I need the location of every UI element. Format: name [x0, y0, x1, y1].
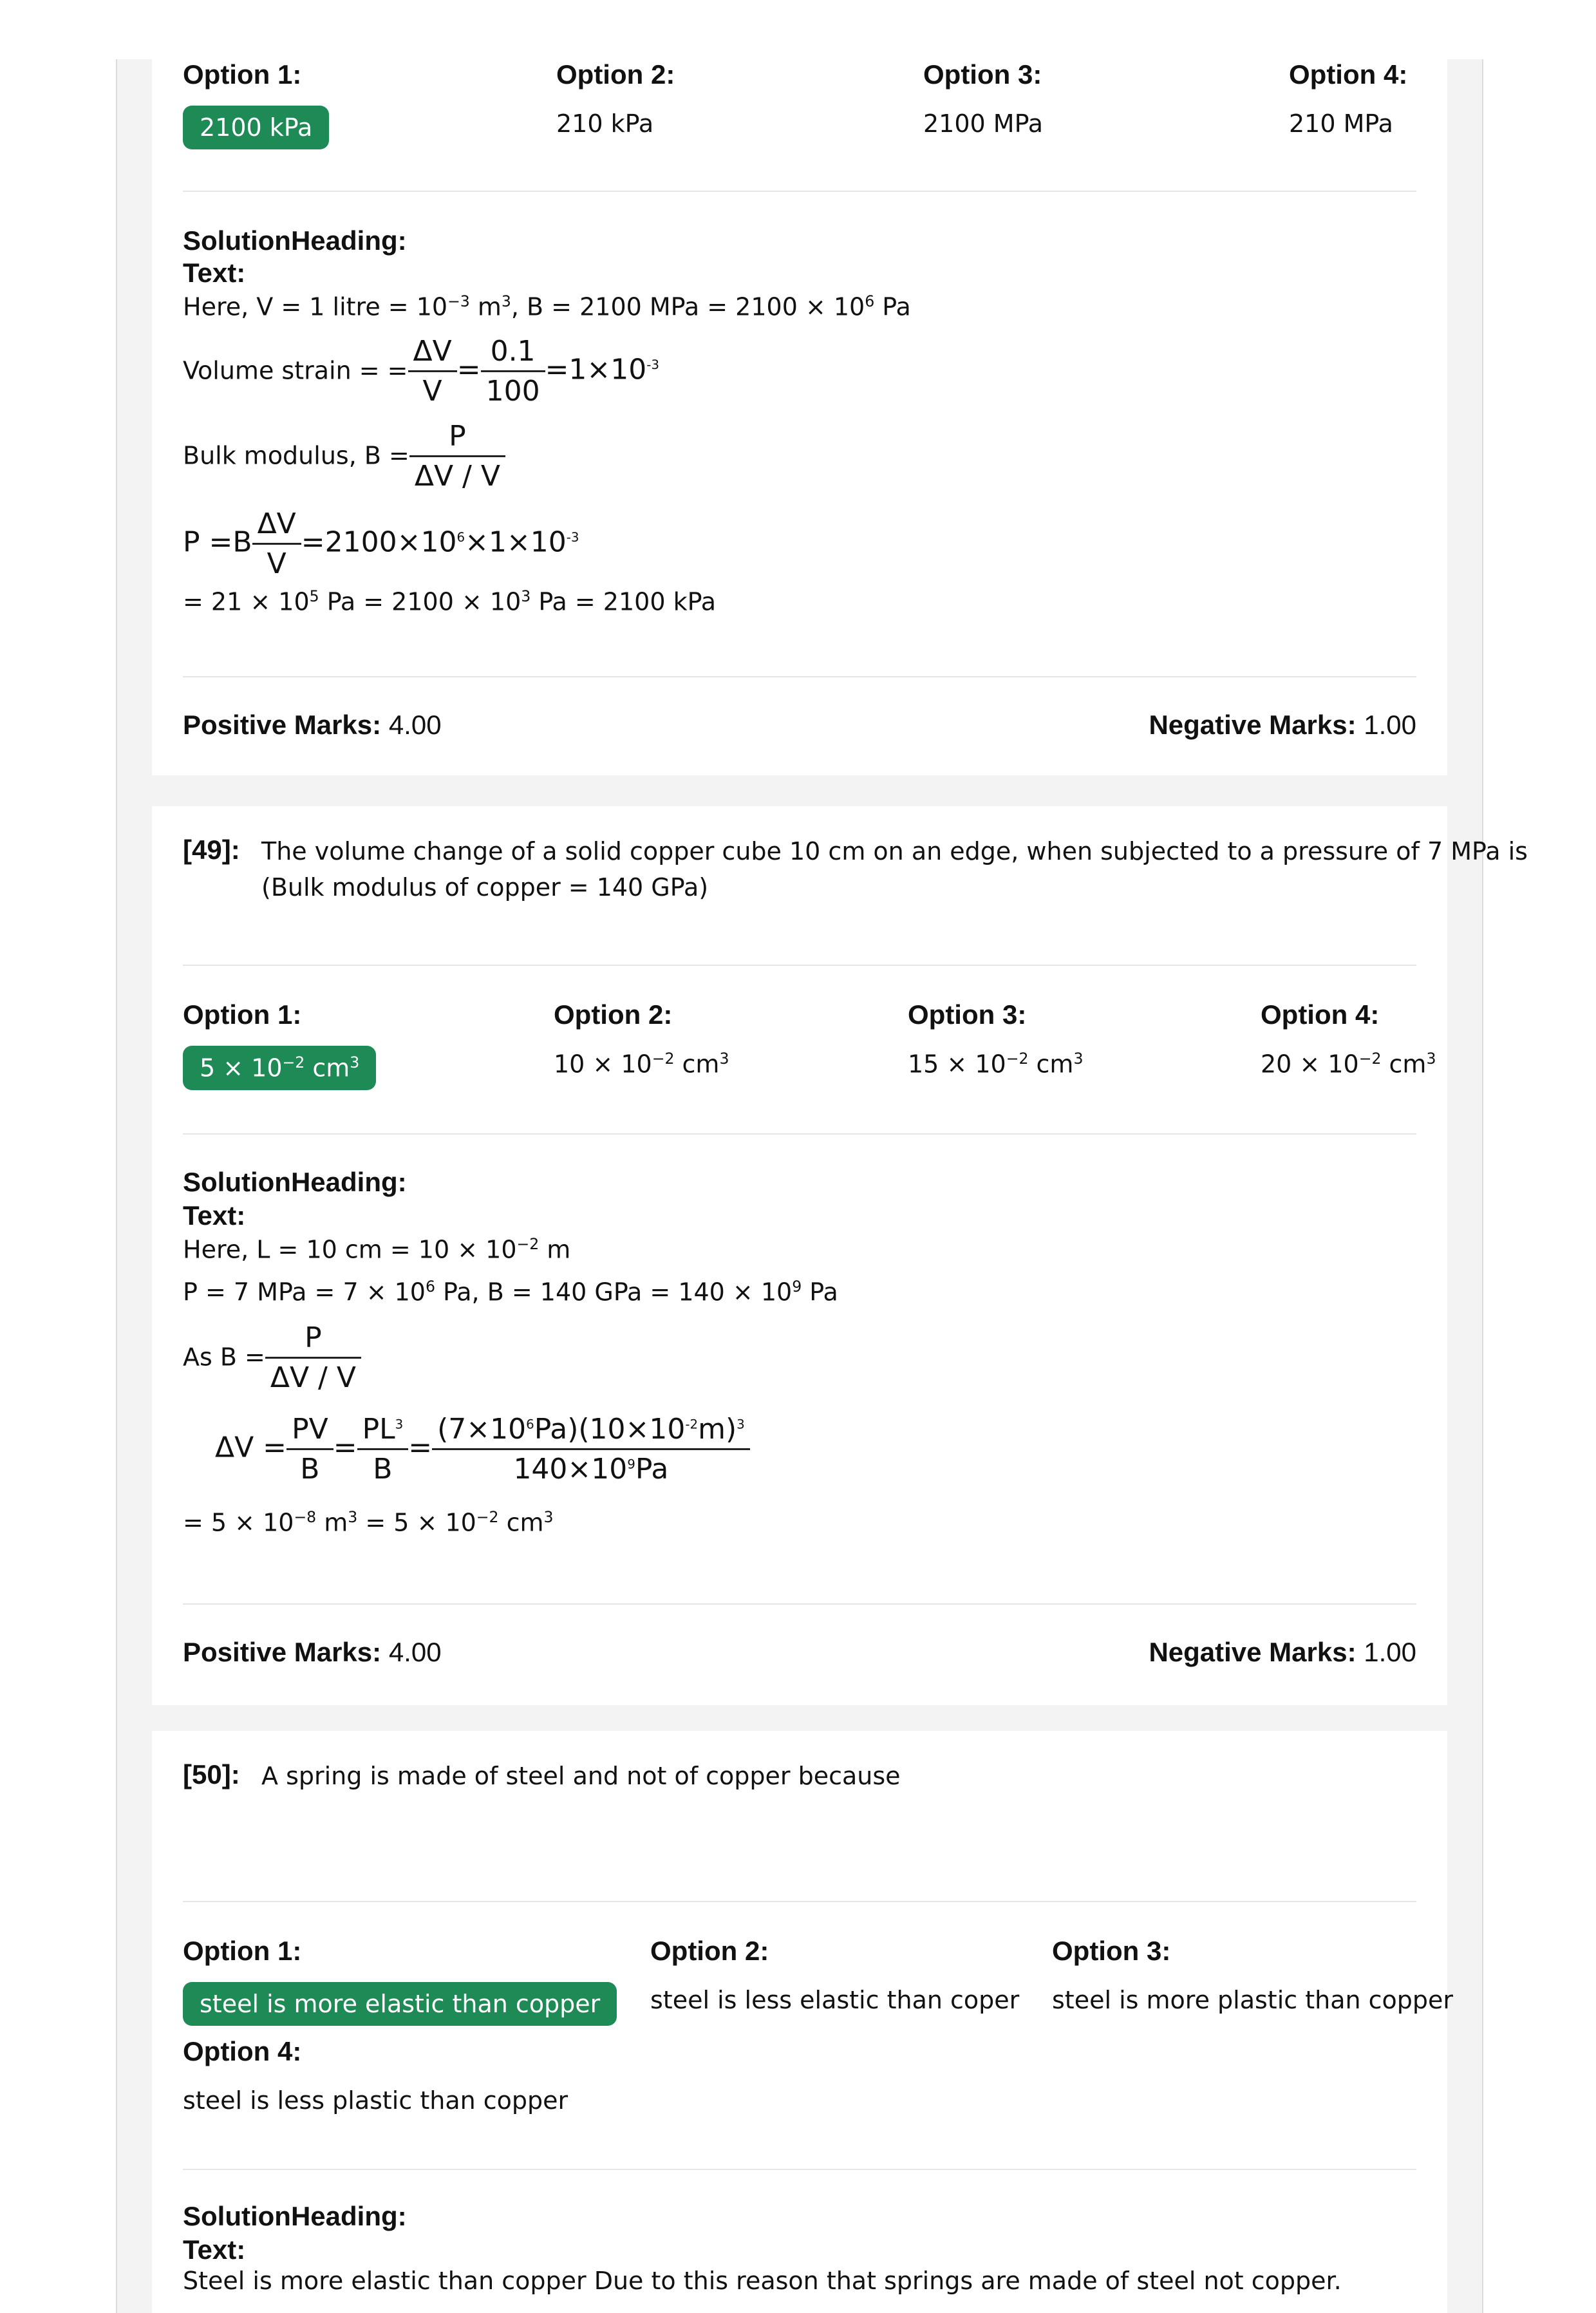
solution-heading: SolutionHeading:	[183, 2201, 407, 2231]
pressure-equation: P =B $\frac{\Delta V}{V}$ $=2100\times 10^6\times 1\times 10^{-3}$	[183, 507, 579, 580]
option-4-value: steel is less plastic than copper	[183, 2086, 568, 2115]
positive-marks: Positive Marks: 4.00	[183, 1637, 442, 1667]
bulk-modulus-equation: Bulk modulus, B = $\frac{P}{\Delta V / V}$	[183, 420, 505, 493]
negative-marks: Negative Marks: 1.00	[1149, 710, 1416, 740]
option-3-heading: Option 3:	[1052, 1936, 1171, 1966]
option-1-heading: Option 1:	[183, 59, 302, 90]
divider	[183, 1901, 1416, 1902]
option-3-value: steel is more plastic than copper	[1052, 1986, 1454, 2014]
option-2-heading: Option 2:	[556, 59, 675, 90]
solution-text-label: Text:	[183, 2234, 246, 2265]
page-sheet	[116, 59, 1528, 2313]
negative-marks: Negative Marks: 1.00	[1149, 1637, 1416, 1667]
question-card-50	[152, 1731, 1454, 2313]
divider	[183, 965, 1416, 966]
option-3-value: $15 \times 10^{-2}$ $cm^3$	[908, 1050, 1084, 1079]
correct-option-badge: steel is more elastic than copper	[183, 1982, 617, 2026]
positive-marks: Positive Marks: 4.00	[183, 710, 442, 740]
option-2-value: $10 \times 10^{-2}$ $cm^3$	[554, 1050, 729, 1079]
option-4-heading: Option 4:	[1261, 999, 1380, 1030]
option-2-value: steel is less elastic than coper	[650, 1986, 1020, 2014]
option-2-heading: Option 2:	[554, 999, 673, 1030]
option-4-heading: Option 4:	[183, 2036, 302, 2066]
divider	[183, 676, 1416, 677]
question-number: [50]:	[183, 1759, 240, 1789]
option-2-heading: Option 2:	[650, 1936, 769, 1966]
option-2-value: 210 kPa	[556, 109, 654, 138]
divider	[183, 1133, 1416, 1135]
volume-strain-equation: Volume strain = = $\frac{\Delta V}{V}$ = $\frac{0.1}{100}$ $=1\times 10^{-3}$	[183, 335, 660, 408]
solution-final-line: = $21 \times 10^5$ $Pa = 2100 \times 10^3$ Pa = 2100 kPa	[183, 587, 717, 616]
solution-final-line: = $5 \times 10^{-8}$ $m^3 = 5 \times 10^{-2}$ $cm^3$	[183, 1508, 554, 1537]
solution-heading: SolutionHeading:	[183, 1167, 407, 1197]
correct-option-badge: $5 \times 10^{-2}$ $cm^3$	[183, 1046, 376, 1090]
option-3-heading: Option 3:	[908, 999, 1027, 1030]
divider	[183, 191, 1416, 192]
question-line-1: The volume change of a solid copper cube 10 cm on an edge, when subjected to a pressure of 7 MPa is	[261, 837, 1528, 865]
question-text	[261, 833, 1528, 905]
option-3-value: 2100 MPa	[923, 109, 1044, 138]
solution-text-label: Text:	[183, 258, 246, 288]
option-1-heading: Option 1:	[183, 1936, 302, 1966]
option-4-value: $20 \times 10^{-2}$ $cm^3$	[1261, 1050, 1436, 1079]
correct-option-badge: 2100 kPa	[183, 106, 329, 149]
volume-change-equation: ΔV = $\frac{PV}{B}$ = $\frac{PL^3}{B}$ = $\frac{(7\times 10^6Pa)(10\times 10^{-2}m)^3}{140\times 10^9Pa}$	[215, 1413, 750, 1486]
question-number: [49]:	[183, 835, 240, 865]
question-card-49	[152, 806, 1528, 1705]
question-text: A spring is made of steel and not of copper because	[261, 1762, 901, 1790]
question-card-48	[152, 59, 1447, 775]
option-1-heading: Option 1:	[183, 999, 302, 1030]
solution-text-label: Text:	[183, 1200, 246, 1231]
option-3-heading: Option 3:	[923, 59, 1042, 90]
bulk-modulus-equation: As B = $\frac{P}{\Delta V / V}$	[183, 1321, 361, 1394]
solution-text: Steel is more elastic than copper Due to this reason that springs are made of steel not copper.	[183, 2267, 1342, 2295]
solution-line-1: Here, V = 1 litre = $10^{-3}$ $m^3$, B = 2100 MPa = $2100 \times 10^6$ Pa	[183, 292, 911, 321]
solution-heading: SolutionHeading:	[183, 225, 407, 256]
divider	[183, 1603, 1416, 1605]
question-line-2: (Bulk modulus of copper = 140 GPa)	[261, 873, 709, 902]
solution-line-2: P = 7 MPa = $7 \times 10^6$ Pa, B = 140 GPa = $140 \times 10^9$ Pa	[183, 1278, 838, 1307]
option-4-heading: Option 4:	[1289, 59, 1408, 90]
option-4-value: 210 MPa	[1289, 109, 1393, 138]
divider	[183, 2169, 1416, 2170]
solution-line-1: Here, L = 10 cm = $10 \times 10^{-2}$ m	[183, 1235, 571, 1264]
